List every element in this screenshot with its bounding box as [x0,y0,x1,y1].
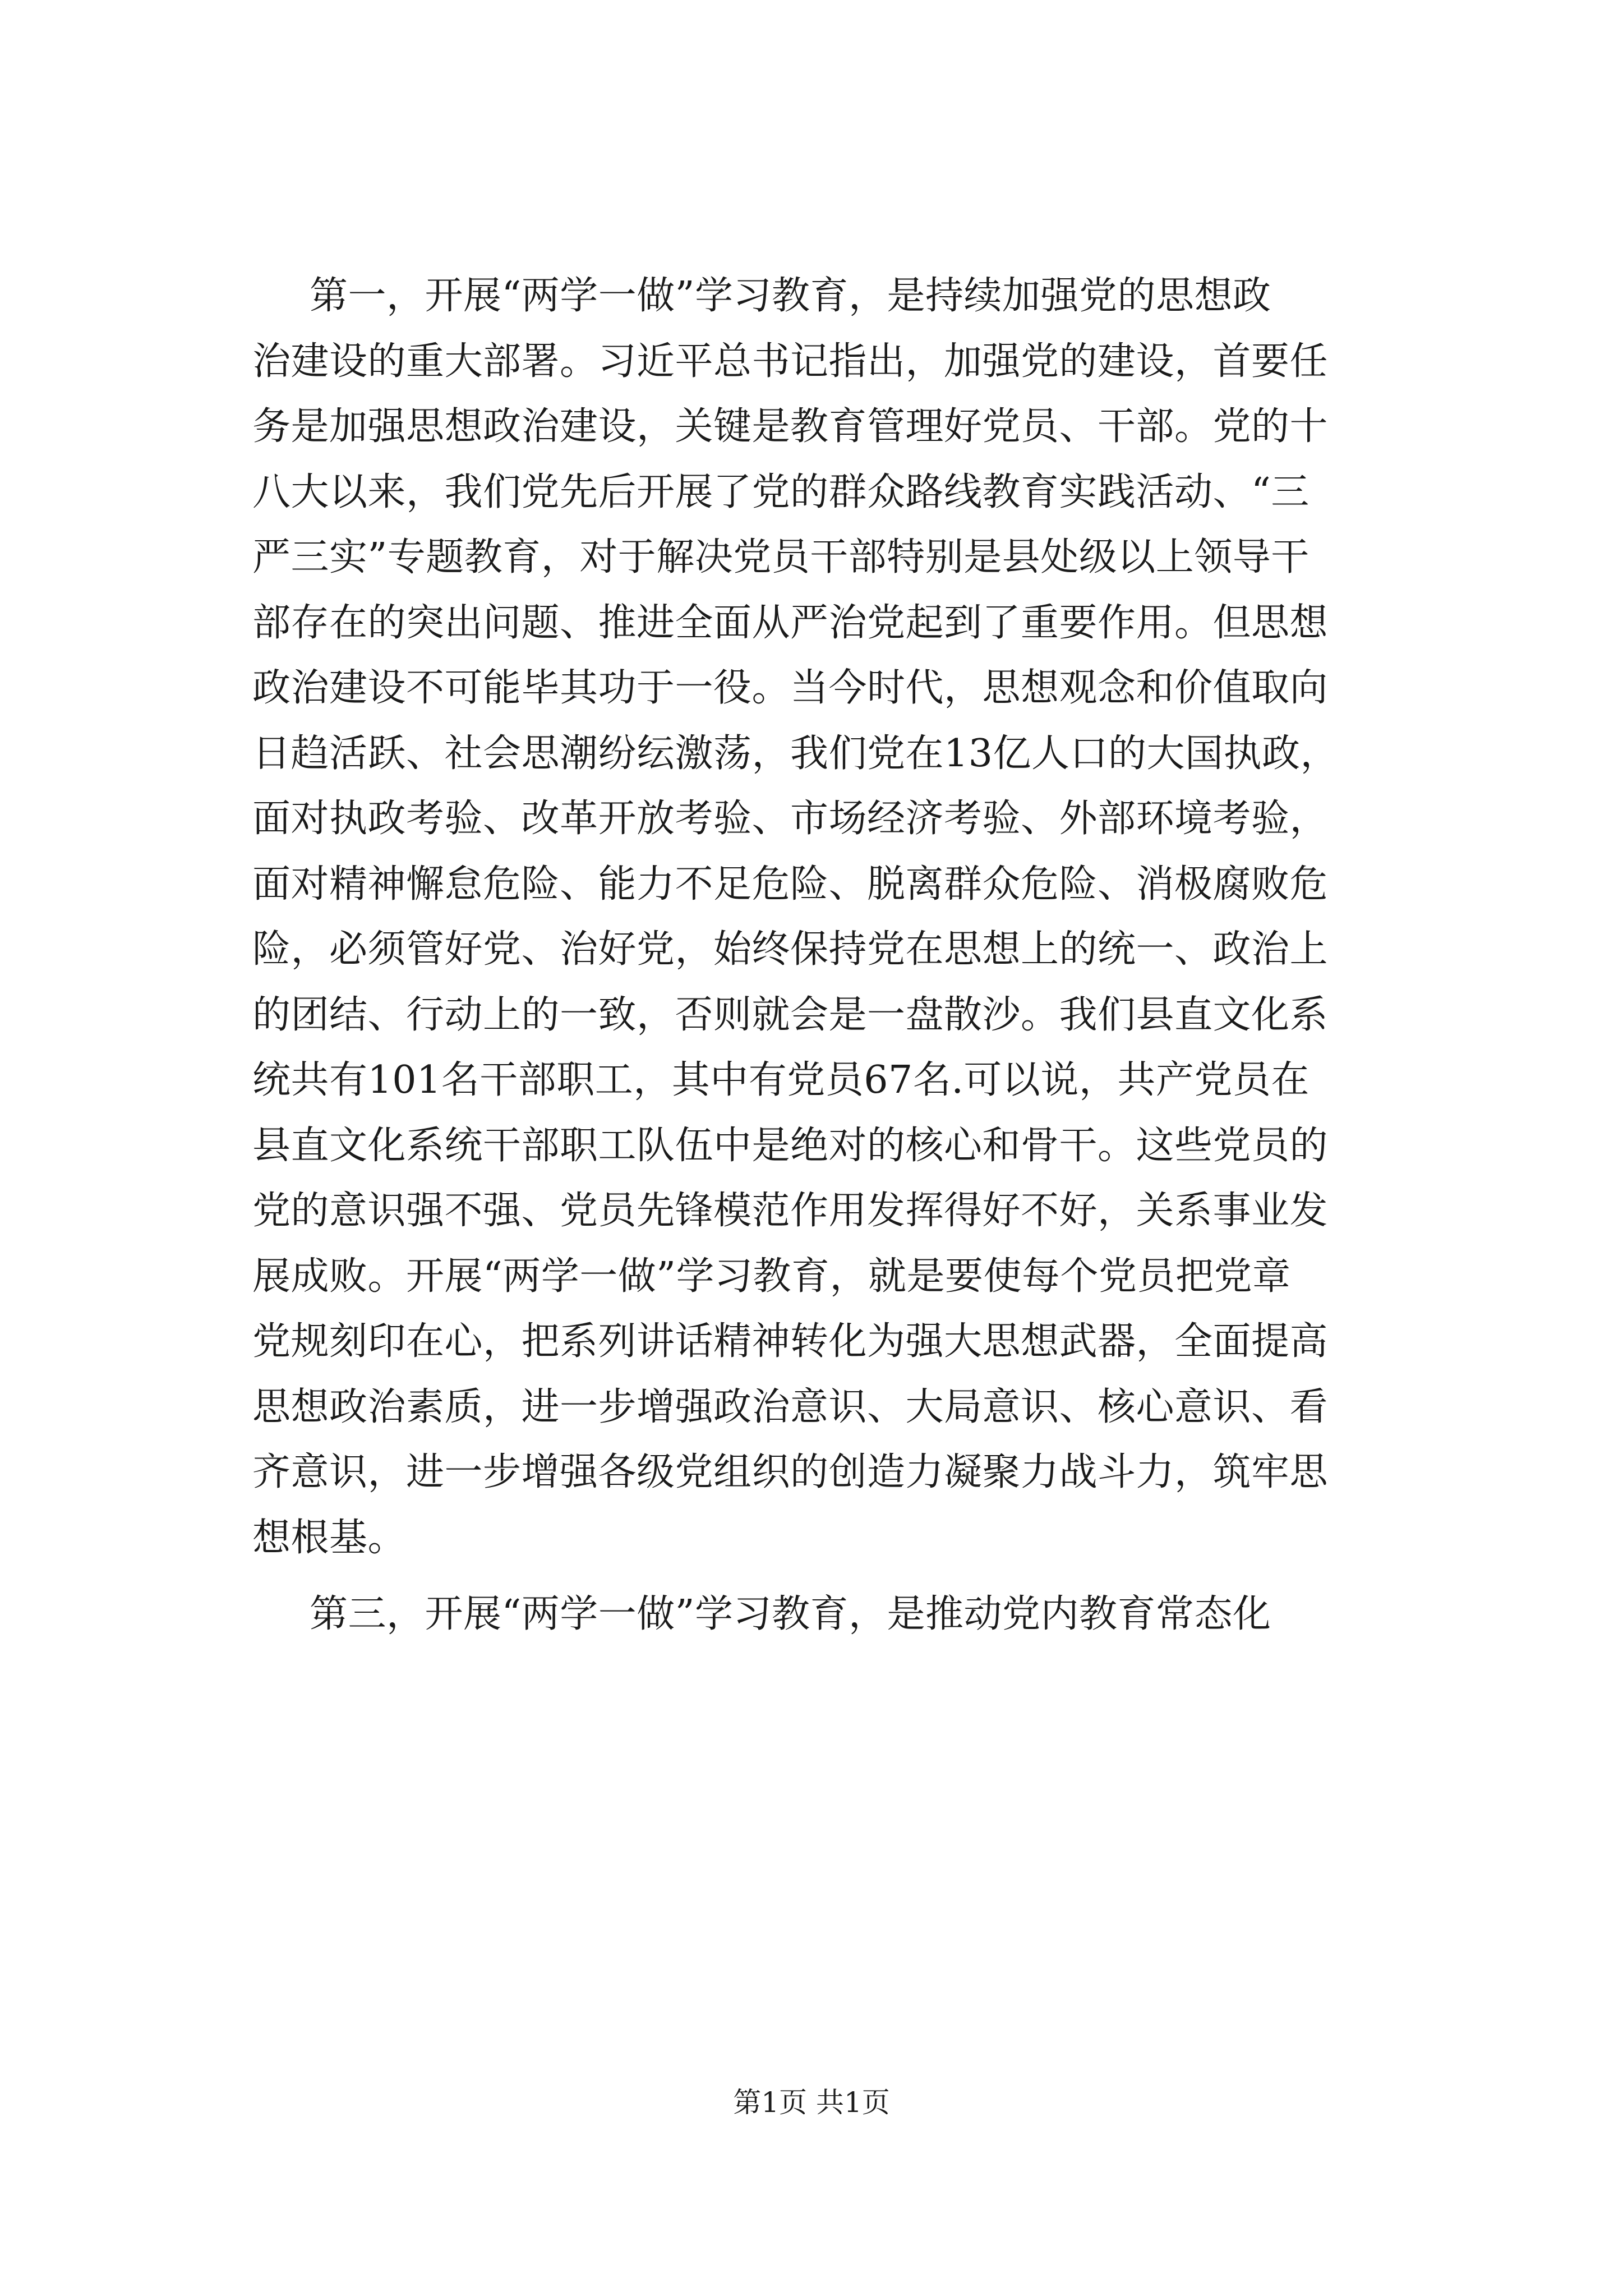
text-line: 展成败。开展“两学一做”学习教育，就是要使每个党员把党章 [252,1254,1291,1299]
paragraph-spacer [252,1571,1396,1582]
text-line: 严三实”专题教育，对于解决党员干部特别是县处级以上领导干 [252,535,1310,579]
text-line: 齐意识，进一步增强各级党组织的创造力凝聚力战斗力，筑牢思 [252,1450,1329,1494]
document-body [252,264,1396,1648]
text-line: 险，必须管好党、治好党，始终保持党在思想上的统一、政治上 [252,927,1329,972]
text-line: 县直文化系统干部职工队伍中是绝对的核心和骨干。这些党员的 [252,1123,1329,1168]
text-line: 第一，开展“两学一做”学习教育，是持续加强党的思想政 [310,274,1271,318]
text-line: 治建设的重大部署。习近平总书记指出，加强党的建设，首要任 [252,339,1329,384]
text-line: 日趋活跃、社会思潮纷纭激荡，我们党在13亿人口的大国执政， [252,731,1339,776]
text-line: 思想政治素质，进一步增强政治意识、大局意识、核心意识、看 [252,1384,1329,1429]
text-line: 面对精神懈怠危险、能力不足危险、脱离群众危险、消极腐败危 [252,862,1329,907]
text-line: 面对执政考验、改革开放考验、市场经济考验、外部环境考验， [252,797,1329,841]
text-line: 党规刻印在心，把系列讲话精神转化为强大思想武器，全面提高 [252,1319,1329,1364]
page-footer: 第1页 共1页 [733,2086,890,2119]
text-line: 第三，开展“两学一做”学习教育，是推动党内教育常态化 [310,1592,1271,1636]
text-line: 八大以来，我们党先后开展了党的群众路线教育实践活动、“三 [252,470,1310,514]
paragraph-1 [252,264,1396,1571]
paragraph-2 [252,1582,1396,1648]
text-line: 部存在的突出问题、推进全面从严治党起到了重要作用。但思想 [252,600,1329,645]
text-line: 的团结、行动上的一致，否则就会是一盘散沙。我们县直文化系 [252,992,1329,1037]
text-line: 党的意识强不强、党员先锋模范作用发挥得好不好，关系事业发 [252,1189,1329,1233]
text-line: 统共有101名干部职工，其中有党员67名.可以说，共产党员在 [252,1058,1310,1102]
text-line: 想根基。 [252,1515,407,1560]
text-line: 务是加强思想政治建设，关键是教育管理好党员、干部。党的十 [252,404,1329,449]
text-line: 政治建设不可能毕其功于一役。当今时代，思想观念和价值取向 [252,666,1329,710]
